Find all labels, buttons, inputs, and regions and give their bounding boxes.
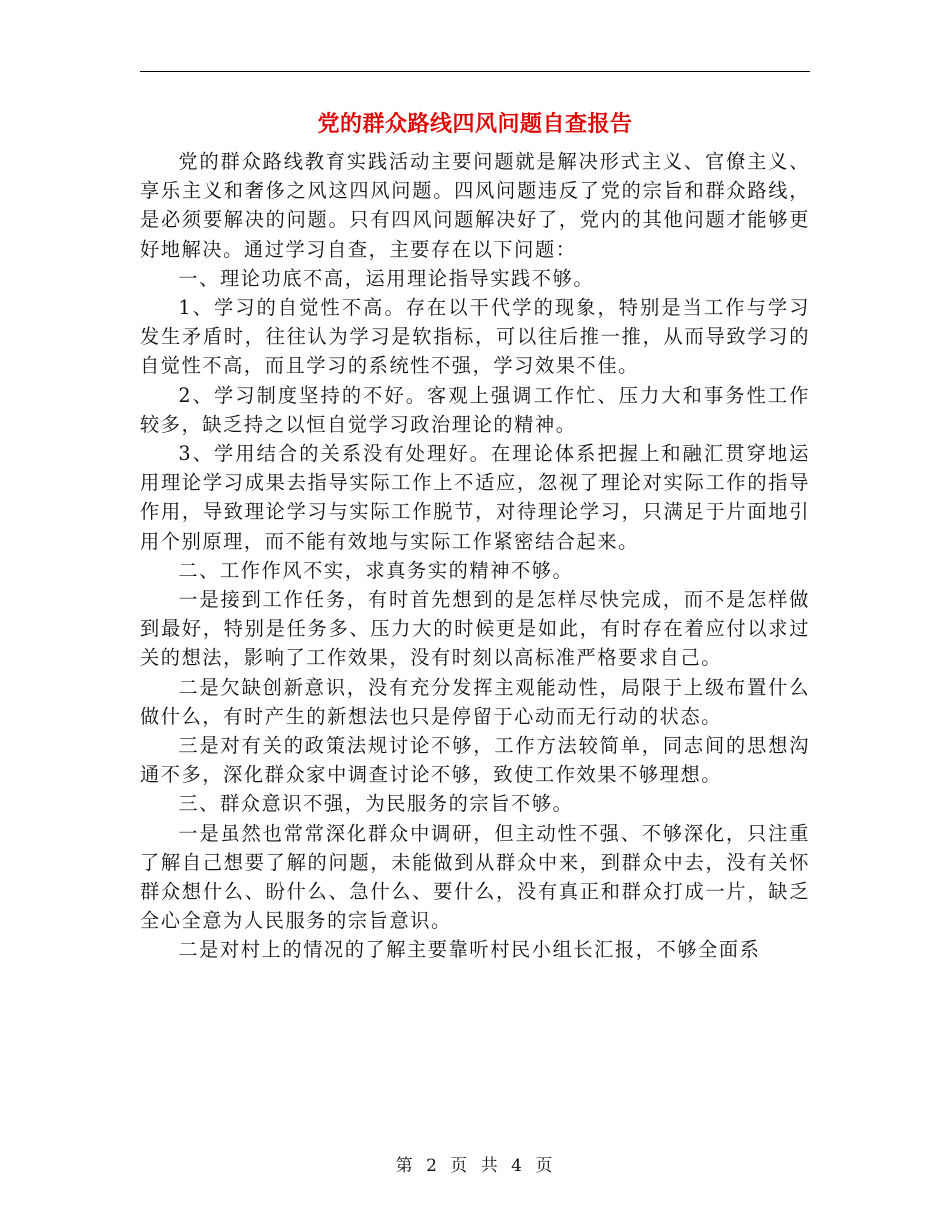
paragraph: 一是虽然也常常深化群众中调研，但主动性不强、不够深化，只注重了解自己想要了解的问题，未能做到从群众中来，到群众中去，没有关怀群众想什么、盼什么、急什么、要什么，没有真正和群众打成一片，缺乏全心全意为人民服务的宗旨意识。	[140, 821, 810, 933]
paragraph: 二是对村上的情况的了解主要靠听村民小组长汇报，不够全面系	[178, 938, 761, 962]
document-body	[140, 147, 810, 965]
section-heading-2: 二、工作作风不实，求真务实的精神不够。	[178, 558, 574, 582]
paragraph: 1、学习的自觉性不高。存在以干代学的现象，特别是当工作与学习发生矛盾时，往往认为学习是软指标，可以往后推一推，从而导致学习的自觉性不高，而且学习的系统性不强，学习效果不佳。	[140, 296, 810, 378]
paragraph: 二是欠缺创新意识，没有充分发挥主观能动性，局限于上级布置什么做什么，有时产生的新想法也只是停留于心动而无行动的状态。	[140, 675, 810, 728]
page-number-footer: 第 2 页 共 4 页	[395, 1156, 555, 1176]
paragraph: 三是对有关的政策法规讨论不够，工作方法较简单，同志间的思想沟通不多，深化群众家中调查讨论不够，致使工作效果不够理想。	[140, 734, 810, 787]
paragraph: 3、学用结合的关系没有处理好。在理论体系把握上和融汇贯穿地运用理论学习成果去指导实际工作上不适应，忽视了理论对实际工作的指导作用，导致理论学习与实际工作脱节，对待理论学习，只满足于片面地引用个别原理，而不能有效地与实际工作紧密结合起来。	[140, 442, 810, 553]
paragraph-intro: 党的群众路线教育实践活动主要问题就是解决形式主义、官僚主义、享乐主义和奢侈之风这四风问题。四风问题违反了党的宗旨和群众路线，是必须要解决的问题。只有四风问题解决好了，党内的其他问题才能够更好地解决。通过学习自查，主要存在以下问题：	[140, 150, 810, 261]
paragraph: 2、学习制度坚持的不好。客观上强调工作忙、压力大和事务性工作较多，缺乏持之以恒自觉学习政治理论的精神。	[140, 383, 810, 436]
header-rule	[140, 71, 810, 72]
document-title: 党的群众路线四风问题自查报告	[317, 112, 633, 137]
section-heading-3: 三、群众意识不强，为民服务的宗旨不够。	[178, 792, 574, 816]
section-heading-1: 一、理论功底不高，运用理论指导实践不够。	[178, 266, 595, 290]
paragraph: 一是接到工作任务，有时首先想到的是怎样尽快完成，而不是怎样做到最好，特别是任务多、压力大的时候更是如此，有时存在着应付以求过关的想法，影响了工作效果，没有时刻以高标准严格要求自己。	[140, 588, 810, 670]
